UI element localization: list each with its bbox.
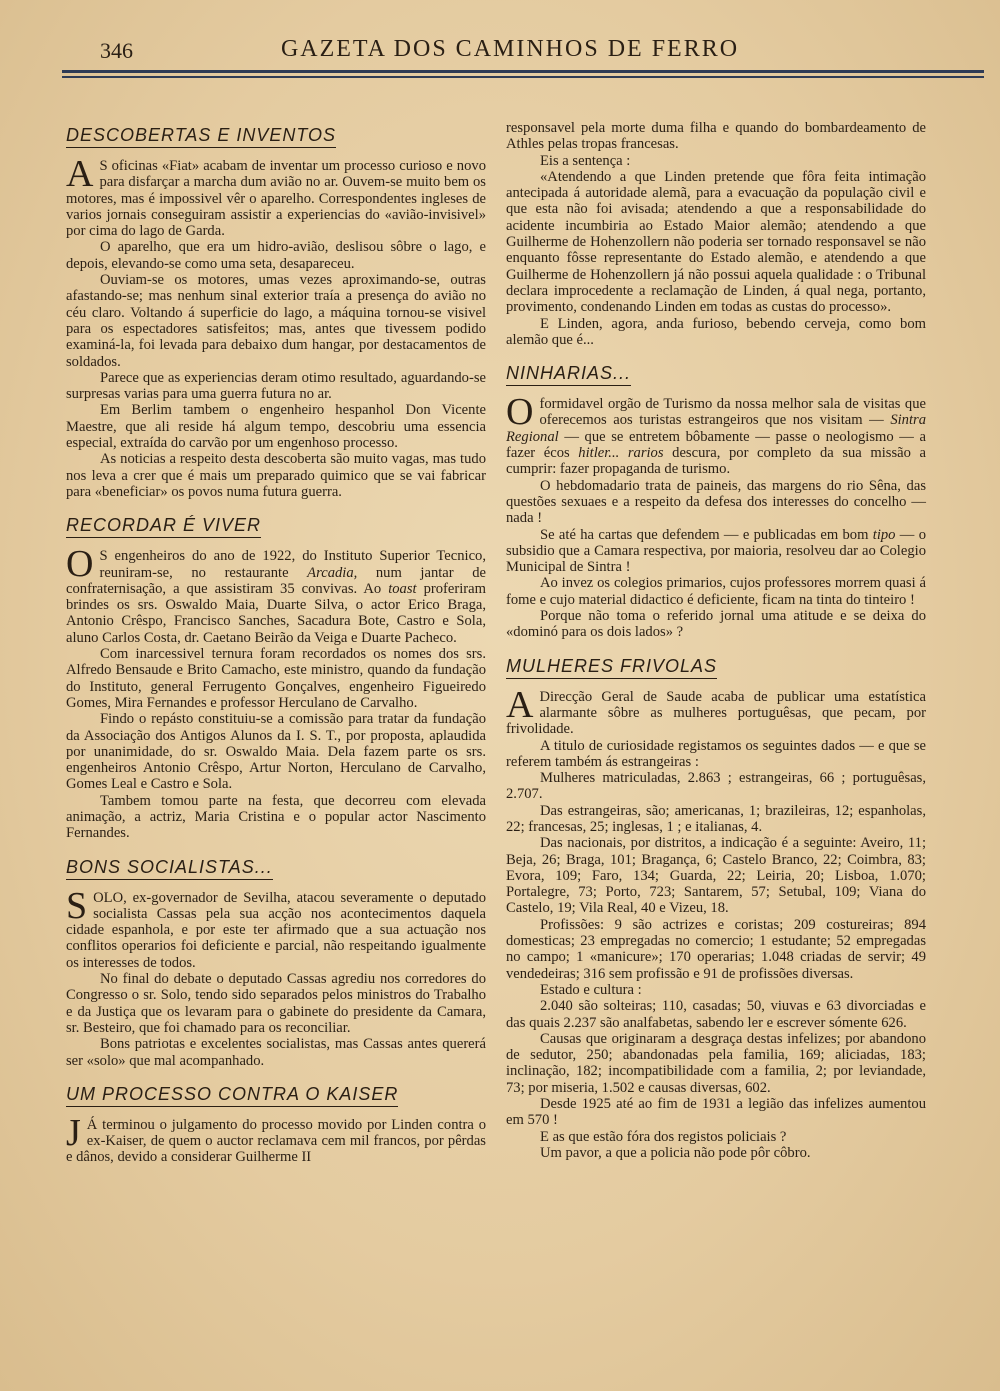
- article-paragraph: A titulo de curiosidade registamos os seguintes dados — e que se referem também ás estrangeiras :: [506, 737, 926, 770]
- article-mulheres: [506, 655, 926, 1162]
- article-socialistas: [66, 856, 486, 1069]
- article-heading: DESCOBERTAS E INVENTOS: [66, 124, 336, 148]
- article-paragraph: Parece que as experiencias deram otimo resultado, aguardando-se surpresas varias para uma guerra futura no ar.: [66, 369, 486, 403]
- article-paragraph: Se até ha cartas que defendem — e publicadas em bom tipo — o subsidio que a Camara respectiva, por maioria, resolveu dar ao Colegio Municipal de Sintra !: [506, 526, 926, 576]
- article-paragraph: O hebdomadario trata de paineis, das margens do rio Sêna, das questões sexuaes e a respeito da defesa dos interesses do concelho — nada !: [506, 477, 926, 527]
- page-header: [60, 30, 960, 70]
- article-paragraph: No final do debate o deputado Cassas agrediu nos corredores do Congresso o sr. Solo, tendo sido separados pelos ministros do Trabalho e da Justiça que os levaram para o gabinete do presidente da Camara, sr. Besteiro, que foi chamado para os reconciliar.: [66, 971, 486, 1036]
- article-heading: RECORDAR É VIVER: [66, 514, 261, 538]
- article-paragraph: Ao invez os colegios primarios, cujos professores morrem quasi á fome e cujo material didactico é deficiente, ficam na tinta do tinteiro !: [506, 575, 926, 608]
- left-column: [66, 124, 486, 1180]
- drop-cap: J: [66, 1111, 81, 1154]
- article-paragraph: Profissões: 9 são actrizes e coristas; 209 costureiras; 894 domesticas; 23 empregadas no comercio; 1 estudante; 52 empregadas no campo; 1 «manicure»; 170 operarias; 1.048 criadas de servir; 49 vendedeiras; 316 sem profissão e 91 de profissões diversas.: [506, 916, 926, 982]
- page-number: 346: [100, 38, 133, 63]
- article-paragraph: A S oficinas «Fiat» acabam de inventar um processo curioso e novo para disfarçar a marcha dum avião no ar. Ouvem-se muito bem os motores, mas é impossivel vêr o aparelho. Correspondentes ingleses de varios jornais conseguiram assistir a experiencias do «avião-invisivel» por cima do lago de Garda.: [66, 153, 486, 240]
- article-heading: NINHARIAS...: [506, 362, 631, 386]
- article-ninharias: [506, 362, 926, 640]
- article-paragraph: Estado e cultura :: [540, 981, 642, 998]
- article-paragraph: Em Berlim tambem o engenheiro hespanhol Don Vicente Maestre, que ali reside há algum tempo, descobriu uma essencia especial, extraída do carvão por um engenhoso processo.: [66, 402, 486, 452]
- article-paragraph: Causas que originaram a desgraça destas infelizes; por abandono de sedutor, 250; abandonadas pela familia, 169; aliciadas, 183; inclinação, 182; incompatibilidade com a familia, 2; por leviandade, 73; por miseria, 1.502 e causas diversas, 602.: [506, 1030, 926, 1096]
- article-paragraph: Das estrangeiras, são; americanas, 1; brazileiras, 12; espanholas, 22; francesas, 25; inglesas, 1 ; e italianas, 4.: [506, 802, 926, 835]
- article-heading: UM PROCESSO CONTRA O KAISER: [66, 1083, 398, 1107]
- article-paragraph: E Linden, agora, anda furioso, bebendo cerveja, como bom alemão que é...: [506, 315, 926, 348]
- drop-cap: A: [506, 683, 534, 726]
- article-paragraph: Tambem tomou parte na festa, que decorreu com elevada animação, a actriz, Maria Cristina e o popular actor Nascimento Fernandes.: [66, 792, 486, 842]
- article-recordar: [66, 514, 486, 841]
- article-paragraph: Desde 1925 até ao fim de 1931 a legião das infelizes aumentou em 570 !: [506, 1096, 926, 1129]
- article-paragraph: «Atendendo a que Linden pretende que fôra feita intimação antecipada á autoridade alemã, para a evacuação da população civil e que esta não foi avisada; atendendo a que a responsabilidade do acidente incumbiria ao Estado Maior alemão; atendendo a que Guilherme de Hohenzollern não poderia ser tornado responsavel se não enquanto fôsse representante do Estado alemão, e atendendo a que Guilherme de Hohenzollern já não possui aquela qualidade : o Tribunal declara improcedente a reclamação de Linden, á qual nega, portanto, provimento, condenando Linden em todas as custas do processo».: [506, 168, 926, 316]
- article-paragraph: O S engenheiros do ano de 1922, do Instituto Superior Tecnico, reuniram-se, no restaurante Arcadia, num jantar de confraternisação, a que assistiram 35 convivas. Ao toast proferiram brindes os srs. Oswaldo Maia, Duarte Silva, o actor Erico Braga, Antonio Crêspo, Francisco Sanches, Sacadura Bote, Castro e Sola, aluno Carlos Costa, dr. Caetano Beirão da Veiga e Duarte Pacheco.: [66, 543, 487, 646]
- article-kaiser-continued: [506, 120, 926, 348]
- article-paragraph: 2.040 são solteiras; 110, casadas; 50, viuvas e 63 divorciadas e das quais 2.237 são analfabetas, sabendo ler e escrever sómente 626.: [506, 998, 926, 1031]
- article-paragraph: Bons patriotas e excelentes socialistas, mas Cassas antes quererá ser «solo» que mal acompanhado.: [66, 1036, 486, 1069]
- right-column: [506, 120, 926, 1175]
- article-paragraph: SOLO, ex-governador de Sevilha, atacou severamente o deputado socialista Cassas pela sua acção nos acontecimentos daquela cidade espanhola, e por este ter afirmado que a sua actuação nos conflitos operarios foi deficiente e parcial, não respeitando igualmente os interesses de todos.: [66, 884, 486, 971]
- drop-cap: O: [66, 543, 94, 586]
- article-paragraph: Eis a sentença :: [540, 152, 631, 169]
- article-kaiser: [66, 1083, 486, 1166]
- drop-cap: A: [66, 153, 94, 195]
- header-rule: [62, 70, 984, 73]
- article-paragraph: O formidavel orgão de Turismo da nossa melhor sala de visitas que oferecemos aos turistas estrangeiros que nos visitam — Sintra Regional — que se entretem bôbamente — passe o neologismo — a fazer écos hitler... rarios descura, por completo da sua missão a cumprir: fazer propaganda de turismo.: [506, 391, 926, 478]
- article-heading: MULHERES FRIVOLAS: [506, 655, 717, 679]
- article-paragraph: Mulheres matriculadas, 2.863 ; estrangeiras, 66 ; portuguêsas, 2.707.: [506, 770, 926, 803]
- article-paragraph: responsavel pela morte duma filha e quando do bombardeamento de Athles pelas tropas francesas.: [506, 120, 926, 153]
- article-paragraph: Ouviam-se os motores, umas vezes aproximando-se, outras afastando-se; mas nenhum sinal exterior traía a presença do avião no céu claro. Voltando á superficie do lago, a máquina tornou-se visivel para os espectadores satisfeitos; mas, antes que tivessem podido examiná-la, foi levada para debaixo dum hangar, por destacamentos de soldados.: [66, 272, 486, 370]
- masthead-title: GAZETA DOS CAMINHOS DE FERRO: [280, 36, 740, 62]
- article-paragraph: Das nacionais, por distritos, a indicação é a seguinte: Aveiro, 11; Beja, 26; Braga, 101; Bragança, 6; Castelo Branco, 22; Coimbra, 83; Evora, 109; Faro, 134; Guarda, 22; Leiria, 20; Lisboa, 1.070; Portalegre, 73; Porto, 723; Santarem, 57; Setubal, 109; Viana do Castelo, 19; Vila Real, 40 e Vizeu, 18.: [506, 835, 926, 917]
- article-paragraph: Porque não toma o referido jornal uma atitude e se deixa do «dominó para os dois lados» ?: [506, 608, 926, 641]
- article-heading: BONS SOCIALISTAS...: [66, 856, 273, 880]
- article-paragraph: Findo o repásto constituiu-se a comissão para tratar da fundação da Associação dos Antigos Alunos da I. S. T., por proposta, aplaudida por unanimidade, do sr. Oswaldo Maia. Dela fazem parte os srs. engenheiros Antonio Crêspo, Artur Norton, Herculano de Carvalho, Gomes Leal e Castro e Sola.: [66, 711, 486, 793]
- article-paragraph: Um pavor, a que a policia não pode pôr côbro.: [540, 1144, 811, 1161]
- header-rule-thin: [62, 76, 984, 78]
- article-paragraph: Com inarcessivel ternura foram recordados os nomes dos srs. Alfredo Bensaude e Brito Camacho, este ministro, quando da fundação do Instituto, general Ferrugento Gonçalves, engenheiro Figueiredo Gomes, Mira Fernandes e professor Herculano de Carvalho.: [66, 646, 486, 711]
- drop-cap: S: [66, 884, 88, 927]
- article-paragraph: J Á terminou o julgamento do processo movido por Linden contra o ex-Kaiser, de quem o auctor reclamava cem mil francos, por pêrdas e dânos, devido a considerar Guilherme II: [66, 1111, 486, 1166]
- article-descobertas: [66, 124, 486, 500]
- article-paragraph: As noticias a respeito desta descoberta são muito vagas, mas tudo nos leva a crer que é mais um preparado quimico que se vai fabricar para «beneficiar» os povos numa futura guerra.: [66, 451, 486, 500]
- article-paragraph: O aparelho, que era um hidro-avião, deslisou sôbre o lago, e depois, elevando-se como uma seta, desapareceu.: [66, 239, 486, 272]
- article-paragraph: A Direcção Geral de Saude acaba de publicar uma estatística alarmante sôbre as mulheres portuguêsas, que pecam, por frivolidade.: [506, 683, 926, 738]
- drop-cap: O: [506, 391, 534, 434]
- article-paragraph: E as que estão fóra dos registos policiais ?: [540, 1128, 787, 1145]
